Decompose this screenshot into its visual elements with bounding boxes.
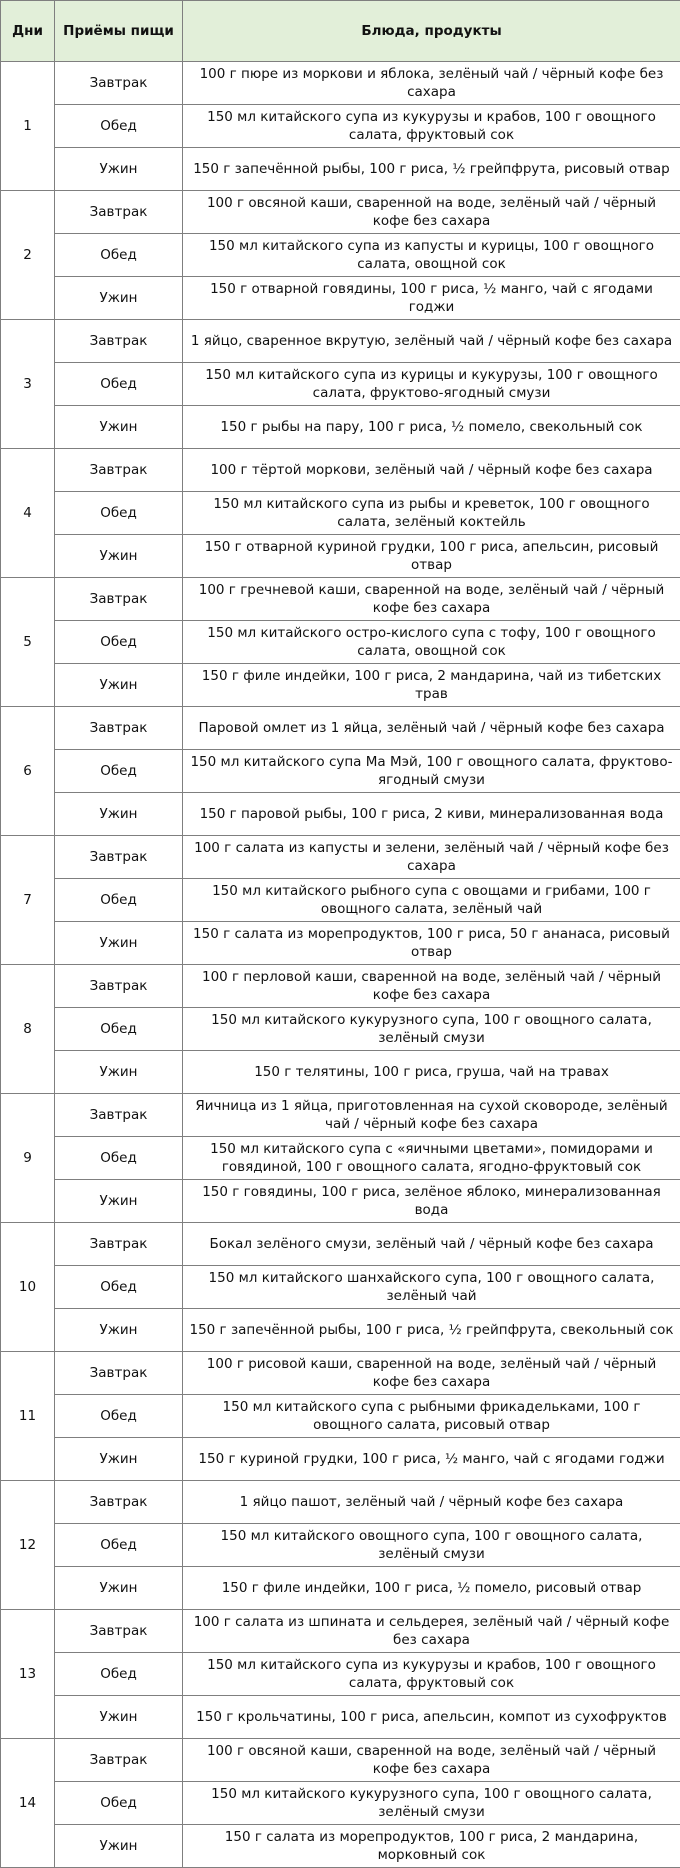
meal-dishes: 150 г салата из морепродуктов, 100 г риса, 50 г ананаса, рисовый отвар <box>183 922 680 965</box>
meal-name: Ужин <box>55 535 183 578</box>
table-row <box>1 922 680 965</box>
day-number: 1 <box>1 62 55 191</box>
table-row <box>1 1051 680 1094</box>
meal-dishes: 150 мл китайского овощного супа, 100 г овощного салата, зелёный смузи <box>183 1524 680 1567</box>
meal-name: Завтрак <box>55 1223 183 1266</box>
table-row <box>1 1223 680 1266</box>
meal-dishes: 100 г салата из шпината и сельдерея, зелёный чай / чёрный кофе без сахара <box>183 1610 680 1653</box>
day-number: 9 <box>1 1094 55 1223</box>
table-row <box>1 664 680 707</box>
meal-dishes: 150 г куриной грудки, 100 г риса, ½ манго, чай с ягодами годжи <box>183 1438 680 1481</box>
meal-dishes: 100 г гречневой каши, сваренной на воде, зелёный чай / чёрный кофе без сахара <box>183 578 680 621</box>
meal-name: Завтрак <box>55 62 183 105</box>
day-number: 4 <box>1 449 55 578</box>
table-row <box>1 879 680 922</box>
meal-name: Обед <box>55 879 183 922</box>
table-row <box>1 148 680 191</box>
table-row <box>1 707 680 750</box>
table-row <box>1 1094 680 1137</box>
meal-dishes: 100 г перловой каши, сваренной на воде, зелёный чай / чёрный кофе без сахара <box>183 965 680 1008</box>
table-row <box>1 191 680 234</box>
meal-dishes: 1 яйцо, сваренное вкрутую, зелёный чай / чёрный кофе без сахара <box>183 320 680 363</box>
meal-name: Завтрак <box>55 1481 183 1524</box>
header-row <box>1 1 680 62</box>
day-number: 14 <box>1 1739 55 1868</box>
table-row <box>1 836 680 879</box>
table-row <box>1 578 680 621</box>
table-row <box>1 793 680 836</box>
table-row <box>1 535 680 578</box>
meal-name: Обед <box>55 1395 183 1438</box>
meal-name: Завтрак <box>55 707 183 750</box>
table-row <box>1 1524 680 1567</box>
day-number: 6 <box>1 707 55 836</box>
meal-dishes: 150 г рыбы на пару, 100 г риса, ½ помело, свекольный сок <box>183 406 680 449</box>
meal-dishes: 150 мл китайского супа из кукурузы и крабов, 100 г овощного салата, фруктовый сок <box>183 1653 680 1696</box>
meal-dishes: 150 мл китайского супа из капусты и курицы, 100 г овощного салата, овощной сок <box>183 234 680 277</box>
meal-name: Обед <box>55 1524 183 1567</box>
meal-name: Обед <box>55 621 183 664</box>
meal-dishes: Бокал зелёного смузи, зелёный чай / чёрный кофе без сахара <box>183 1223 680 1266</box>
meal-dishes: 150 мл китайского кукурузного супа, 100 г овощного салата, зелёный смузи <box>183 1782 680 1825</box>
meal-name: Обед <box>55 363 183 406</box>
table-row <box>1 1180 680 1223</box>
meal-dishes: 100 г овсяной каши, сваренной на воде, зелёный чай / чёрный кофе без сахара <box>183 191 680 234</box>
meal-name: Завтрак <box>55 578 183 621</box>
meal-dishes: 150 мл китайского рыбного супа с овощами и грибами, 100 г овощного салата, зелёный чай <box>183 879 680 922</box>
meal-name: Завтрак <box>55 449 183 492</box>
meal-dishes: 150 г телятины, 100 г риса, груша, чай на травах <box>183 1051 680 1094</box>
day-number: 10 <box>1 1223 55 1352</box>
meal-dishes: 150 мл китайского супа с рыбными фрикадельками, 100 г овощного салата, рисовый отвар <box>183 1395 680 1438</box>
meal-dishes: 100 г салата из капусты и зелени, зелёный чай / чёрный кофе без сахара <box>183 836 680 879</box>
meal-name: Завтрак <box>55 1352 183 1395</box>
meal-name: Ужин <box>55 793 183 836</box>
header-dishes: Блюда, продукты <box>183 1 680 62</box>
meal-name: Ужин <box>55 1309 183 1352</box>
meal-name: Завтрак <box>55 1610 183 1653</box>
table-row <box>1 449 680 492</box>
meal-name: Ужин <box>55 664 183 707</box>
meal-name: Обед <box>55 234 183 277</box>
meal-name: Обед <box>55 1137 183 1180</box>
day-number: 5 <box>1 578 55 707</box>
meal-dishes: 150 г запечённой рыбы, 100 г риса, ½ грейпфрута, рисовый отвар <box>183 148 680 191</box>
meal-dishes: 150 г филе индейки, 100 г риса, 2 мандарина, чай из тибетских трав <box>183 664 680 707</box>
meal-name: Ужин <box>55 148 183 191</box>
meal-name: Ужин <box>55 277 183 320</box>
meal-dishes: 100 г овсяной каши, сваренной на воде, зелёный чай / чёрный кофе без сахара <box>183 1739 680 1782</box>
day-number: 12 <box>1 1481 55 1610</box>
meal-name: Ужин <box>55 1438 183 1481</box>
day-number: 3 <box>1 320 55 449</box>
meal-name: Завтрак <box>55 191 183 234</box>
table-row <box>1 1266 680 1309</box>
meal-name: Завтрак <box>55 320 183 363</box>
meal-dishes: 150 г крольчатины, 100 г риса, апельсин, компот из сухофруктов <box>183 1696 680 1739</box>
table-row <box>1 621 680 664</box>
meal-dishes: 150 г отварной куриной грудки, 100 г риса, апельсин, рисовый отвар <box>183 535 680 578</box>
meal-dishes: 150 г филе индейки, 100 г риса, ½ помело, рисовый отвар <box>183 1567 680 1610</box>
table-row <box>1 1653 680 1696</box>
table-row <box>1 1610 680 1653</box>
table-row <box>1 1481 680 1524</box>
table-row <box>1 1567 680 1610</box>
meal-dishes: 150 мл китайского супа с «яичными цветами», помидорами и говядиной, 100 г овощного салата, ягодно-фруктовый сок <box>183 1137 680 1180</box>
meal-dishes: 1 яйцо пашот, зелёный чай / чёрный кофе без сахара <box>183 1481 680 1524</box>
table-row <box>1 1309 680 1352</box>
day-number: 8 <box>1 965 55 1094</box>
table-row <box>1 1696 680 1739</box>
table-row <box>1 750 680 793</box>
table-row <box>1 406 680 449</box>
table-row <box>1 62 680 105</box>
day-number: 11 <box>1 1352 55 1481</box>
header-day: Дни <box>1 1 55 62</box>
meal-name: Завтрак <box>55 1739 183 1782</box>
meal-name: Обед <box>55 1782 183 1825</box>
meal-dishes: 150 г салата из морепродуктов, 100 г риса, 2 мандарина, морковный сок <box>183 1825 680 1868</box>
table-row <box>1 965 680 1008</box>
table-row <box>1 105 680 148</box>
table-row <box>1 1137 680 1180</box>
table-row <box>1 363 680 406</box>
table-row <box>1 234 680 277</box>
meal-name: Обед <box>55 1653 183 1696</box>
table-row <box>1 277 680 320</box>
meal-name: Завтрак <box>55 1094 183 1137</box>
day-number: 7 <box>1 836 55 965</box>
header-meal: Приёмы пищи <box>55 1 183 62</box>
meal-dishes: 150 г паровой рыбы, 100 г риса, 2 киви, минерализованная вода <box>183 793 680 836</box>
day-number: 13 <box>1 1610 55 1739</box>
meal-dishes: 150 мл китайского остро-кислого супа с тофу, 100 г овощного салата, овощной сок <box>183 621 680 664</box>
meal-name: Обед <box>55 1008 183 1051</box>
meal-name: Обед <box>55 750 183 793</box>
meal-dishes: 150 мл китайского кукурузного супа, 100 г овощного салата, зелёный смузи <box>183 1008 680 1051</box>
meal-name: Завтрак <box>55 836 183 879</box>
table-row <box>1 492 680 535</box>
meal-dishes: Паровой омлет из 1 яйца, зелёный чай / чёрный кофе без сахара <box>183 707 680 750</box>
table-row <box>1 1782 680 1825</box>
table-row <box>1 1825 680 1868</box>
meal-name: Обед <box>55 492 183 535</box>
meal-dishes: 100 г рисовой каши, сваренной на воде, зелёный чай / чёрный кофе без сахара <box>183 1352 680 1395</box>
meal-dishes: 100 г тёртой моркови, зелёный чай / чёрный кофе без сахара <box>183 449 680 492</box>
table-row <box>1 1438 680 1481</box>
meal-dishes: 150 мл китайского супа Ма Мэй, 100 г овощного салата, фруктово-ягодный смузи <box>183 750 680 793</box>
table-row <box>1 1352 680 1395</box>
meal-dishes: 150 мл китайского шанхайского супа, 100 г овощного салата, зелёный чай <box>183 1266 680 1309</box>
meal-dishes: 150 г говядины, 100 г риса, зелёное яблоко, минерализованная вода <box>183 1180 680 1223</box>
meal-name: Ужин <box>55 1696 183 1739</box>
meal-dishes: 100 г пюре из моркови и яблока, зелёный чай / чёрный кофе без сахара <box>183 62 680 105</box>
meal-name: Обед <box>55 105 183 148</box>
day-number: 2 <box>1 191 55 320</box>
meal-name: Ужин <box>55 1825 183 1868</box>
table-row <box>1 320 680 363</box>
meal-dishes: 150 мл китайского супа из курицы и кукурузы, 100 г овощного салата, фруктово-ягодный смузи <box>183 363 680 406</box>
meal-dishes: 150 мл китайского супа из рыбы и креветок, 100 г овощного салата, зелёный коктейль <box>183 492 680 535</box>
meal-dishes: 150 мл китайского супа из кукурузы и крабов, 100 г овощного салата, фруктовый сок <box>183 105 680 148</box>
meal-name: Ужин <box>55 406 183 449</box>
meal-dishes: 150 г запечённой рыбы, 100 г риса, ½ грейпфрута, свекольный сок <box>183 1309 680 1352</box>
meal-name: Ужин <box>55 1180 183 1223</box>
meal-name: Ужин <box>55 1567 183 1610</box>
table-row <box>1 1739 680 1782</box>
meal-plan-body <box>1 62 680 1868</box>
meal-dishes: Яичница из 1 яйца, приготовленная на сухой сковороде, зелёный чай / чёрный кофе без сахара <box>183 1094 680 1137</box>
meal-name: Ужин <box>55 1051 183 1094</box>
meal-name: Ужин <box>55 922 183 965</box>
table-row <box>1 1008 680 1051</box>
table-row <box>1 1395 680 1438</box>
meal-dishes: 150 г отварной говядины, 100 г риса, ½ манго, чай с ягодами годжи <box>183 277 680 320</box>
meal-name: Обед <box>55 1266 183 1309</box>
meal-name: Завтрак <box>55 965 183 1008</box>
